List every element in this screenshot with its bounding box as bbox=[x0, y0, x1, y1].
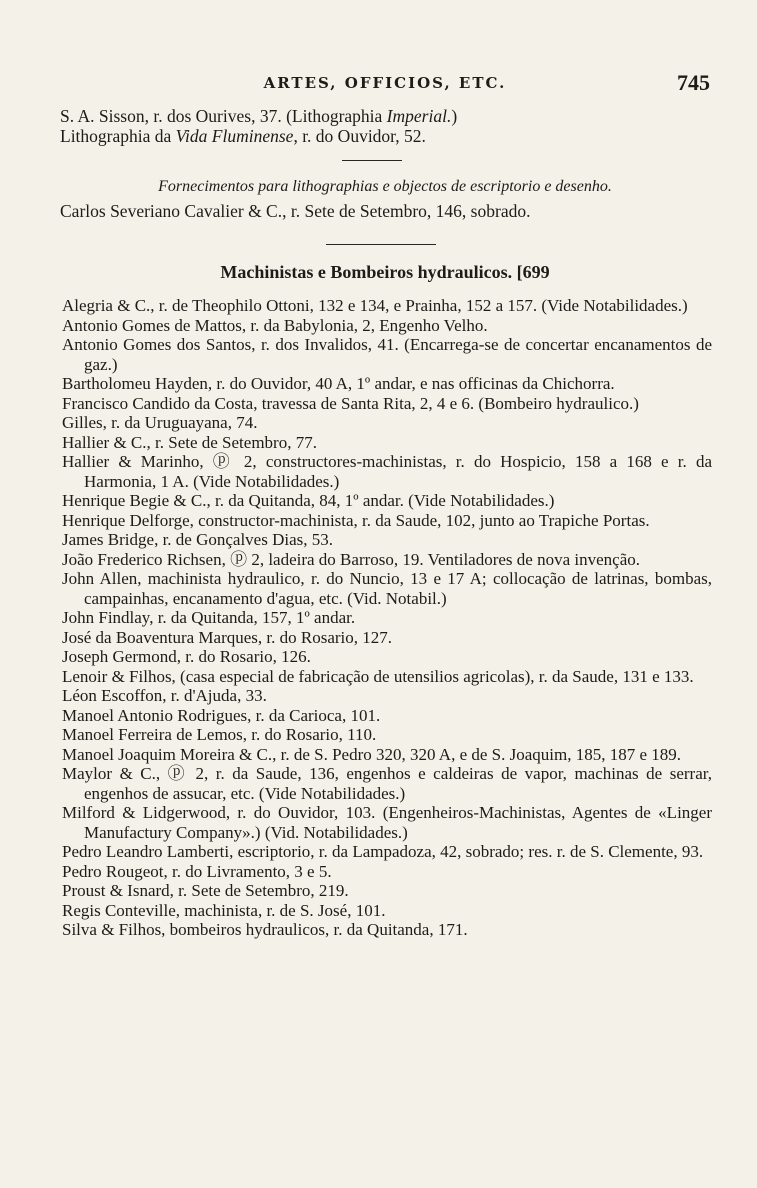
page-header bbox=[60, 70, 710, 100]
list-item: Léon Escoffon, r. d'Ajuda, 33. bbox=[62, 686, 267, 705]
list-item: Manoel Joaquim Moreira & C., r. de S. Pedro 320, 320 A, e de S. Joaquim, 185, 187 e 189. bbox=[62, 744, 682, 764]
list-item: Maylor & C., ⓟ 2, r. da Saude, 136, engenhos e caldeiras de vapor, machinas de serrar, engenhos de assucar, etc. (Vide Notabilidades.) bbox=[62, 764, 712, 803]
lithography-entry-sisson-suffix: ) bbox=[451, 106, 458, 126]
suppliers-entry: Carlos Severiano Cavalier & C., r. Sete de Setembro, 146, sobrado. bbox=[60, 201, 531, 221]
list-item: Pedro Leandro Lamberti, escriptorio, r. da Lampadoza, 42, sobrado; res. r. de S. Clemente, 93. bbox=[62, 842, 704, 861]
list-item: Silva & Filhos, bombeiros hydraulicos, r. da Quitanda, 171. bbox=[62, 920, 468, 939]
section-divider bbox=[342, 160, 402, 161]
list-item: Henrique Delforge, constructor-machinista, r. da Saude, 102, junto ao Trapiche Portas. bbox=[62, 510, 650, 530]
list-item: Manoel Antonio Rodrigues, r. da Carioca, 101. bbox=[62, 705, 381, 725]
list-item: José da Boaventura Marques, r. do Rosario, 127. bbox=[62, 627, 393, 647]
list-item: Regis Conteville, machinista, r. de S. José, 101. bbox=[62, 900, 386, 920]
lithography-entry-sisson-text: S. A. Sisson, r. dos Ourives, 37. (Lithographia bbox=[60, 106, 387, 126]
lithography-entry-sisson-italic: Imperial. bbox=[386, 106, 452, 126]
list-item: Alegria & C., r. de Theophilo Ottoni, 132 e 134, e Prainha, 152 a 157. (Vide Notabilidades.) bbox=[62, 296, 688, 315]
list-item: Milford & Lidgerwood, r. do Ouvidor, 103. (Engenheiros-Machinistas, Agentes de «Linger Manufactury Company».) (Vid. Notabilidades.) bbox=[62, 803, 712, 842]
list-item: Gilles, r. da Uruguayana, 74. bbox=[62, 413, 258, 432]
machinists-heading-ref: [699 bbox=[516, 262, 550, 282]
list-item: João Frederico Richsen, ⓟ 2, ladeira do Barroso, 19. Ventiladores de nova invenção. bbox=[62, 549, 640, 569]
list-item: Pedro Rougeot, r. do Livramento, 3 e 5. bbox=[62, 861, 332, 881]
lithography-entry-sisson bbox=[60, 106, 710, 126]
machinists-heading-title: Machinistas e Bombeiros hydraulicos. bbox=[220, 262, 513, 282]
lithography-entry-vida-text: Lithographia da bbox=[60, 126, 176, 146]
running-title: ARTES, OFFICIOS, ETC. bbox=[263, 74, 507, 92]
page-number: 745 bbox=[677, 70, 710, 95]
list-item: James Bridge, r. de Gonçalves Dias, 53. bbox=[62, 530, 333, 549]
list-item: Lenoir & Filhos, (casa especial de fabricação de utensilios agricolas), r. da Saude, 131 e 133. bbox=[62, 666, 694, 686]
list-item: John Findlay, r. da Quitanda, 157, 1º andar. bbox=[62, 608, 356, 627]
list-item: Henrique Begie & C., r. da Quitanda, 84, 1º andar. (Vide Notabilidades.) bbox=[62, 491, 555, 510]
list-item: Hallier & Marinho, ⓟ 2, constructores-machinistas, r. do Hospicio, 158 a 168 e r. da Harmonia, 1 A. (Vide Notabilidades.) bbox=[62, 452, 712, 491]
list-item: John Allen, machinista hydraulico, r. do Nuncio, 13 e 17 A; collocação de latrinas, bombas, campainhas, encanamento d'agua, etc. (Vid. Notabil.) bbox=[62, 569, 712, 608]
list-item: Joseph Germond, r. do Rosario, 126. bbox=[62, 647, 311, 666]
machinists-heading bbox=[60, 262, 710, 283]
lithography-entry-vida-italic: Vida Fluminense bbox=[175, 126, 294, 146]
list-item: Francisco Candido da Costa, travessa de Santa Rita, 2, 4 e 6. (Bombeiro hydraulico.) bbox=[62, 393, 639, 413]
list-item: Antonio Gomes dos Santos, r. dos Invalidos, 41. (Encarrega-se de concertar encanamentos de gaz.) bbox=[62, 335, 712, 374]
list-item: Antonio Gomes de Mattos, r. da Babylonia, 2, Engenho Velho. bbox=[62, 315, 488, 335]
list-item: Hallier & C., r. Sete de Setembro, 77. bbox=[62, 432, 317, 452]
lithography-entry-vida-suffix: , r. do Ouvidor, 52. bbox=[293, 126, 426, 146]
suppliers-heading: Fornecimentos para lithographias e objectos de escriptorio e desenho. bbox=[158, 178, 612, 195]
list-item: Bartholomeu Hayden, r. do Ouvidor, 40 A, 1º andar, e nas officinas da Chichorra. bbox=[62, 374, 615, 393]
list-item: Proust & Isnard, r. Sete de Setembro, 219. bbox=[62, 881, 349, 900]
section-divider bbox=[326, 244, 436, 245]
lithography-entry-vida bbox=[60, 126, 710, 146]
machinists-list bbox=[62, 296, 712, 940]
list-item: Manoel Ferreira de Lemos, r. do Rosario, 110. bbox=[62, 725, 377, 744]
